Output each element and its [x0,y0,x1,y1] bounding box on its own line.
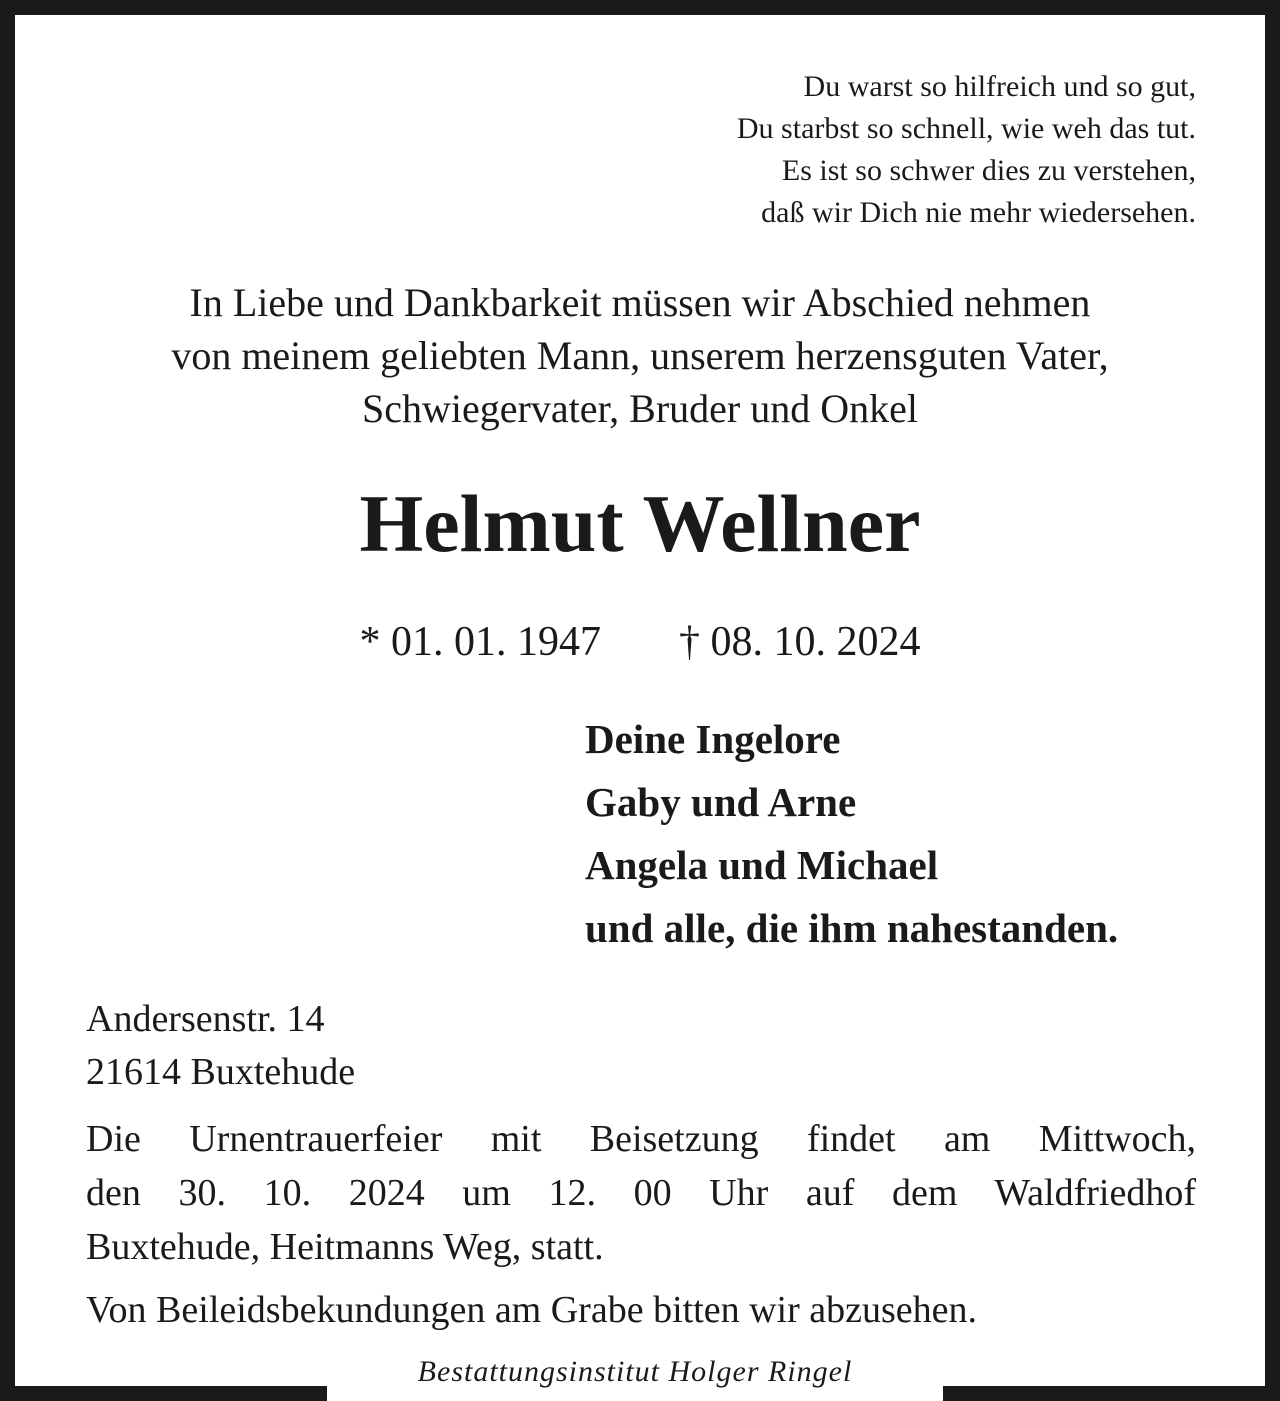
family-address [86,993,355,1099]
funeral-home-credit: Bestattungsinstitut Holger Ringel [417,1355,853,1388]
border-bottom-right [943,1386,1280,1401]
border-left [0,0,15,1401]
mourner-line: Gaby und Arne [585,779,857,825]
border-right [1265,0,1280,1401]
memorial-poem [737,66,1196,234]
poem-line: Es ist so schwer dies zu verstehen, [781,154,1196,187]
ceremony-line: Die Urnentrauerfeier mit Beisetzung findet am Mittwoch, [86,1118,1196,1160]
mourner-line: Deine Ingelore [585,716,841,762]
poem-line: Du warst so hilfreich und so gut, [803,70,1196,103]
condolence-note: Von Beileidsbekundungen am Grabe bitten wir abzusehen. [86,1289,978,1331]
ceremony-line: Buxtehude, Heitmanns Weg, statt. [86,1226,604,1268]
poem-line: daß wir Dich nie mehr wiedersehen. [761,196,1196,229]
mourner-line: und alle, die ihm nahestanden. [585,905,1119,951]
address-city: 21614 Buxtehude [86,1051,356,1093]
deceased-name: Helmut Wellner [359,478,921,569]
intro-line: von meinem geliebten Mann, unserem herzensguten Vater, [171,333,1109,378]
death-date: † 08. 10. 2024 [679,619,921,665]
intro-line: In Liebe und Dankbarkeit müssen wir Abschied nehmen [189,280,1091,325]
birth-date: * 01. 01. 1947 [359,619,601,665]
mourner-line: Angela und Michael [585,842,939,888]
border-top [0,0,1280,15]
border-bottom-left [0,1386,327,1401]
life-dates [0,614,1280,670]
ceremony-notice [86,1112,1196,1274]
ceremony-line: den 30. 10. 2024 um 12. 00 Uhr auf dem Waldfriedhof [86,1172,1196,1214]
intro-line: Schwiegervater, Bruder und Onkel [362,386,918,431]
mourners-list [585,708,1118,960]
poem-line: Du starbst so schnell, wie weh das tut. [736,112,1196,145]
intro-text [0,276,1280,435]
address-street: Andersenstr. 14 [86,998,325,1040]
